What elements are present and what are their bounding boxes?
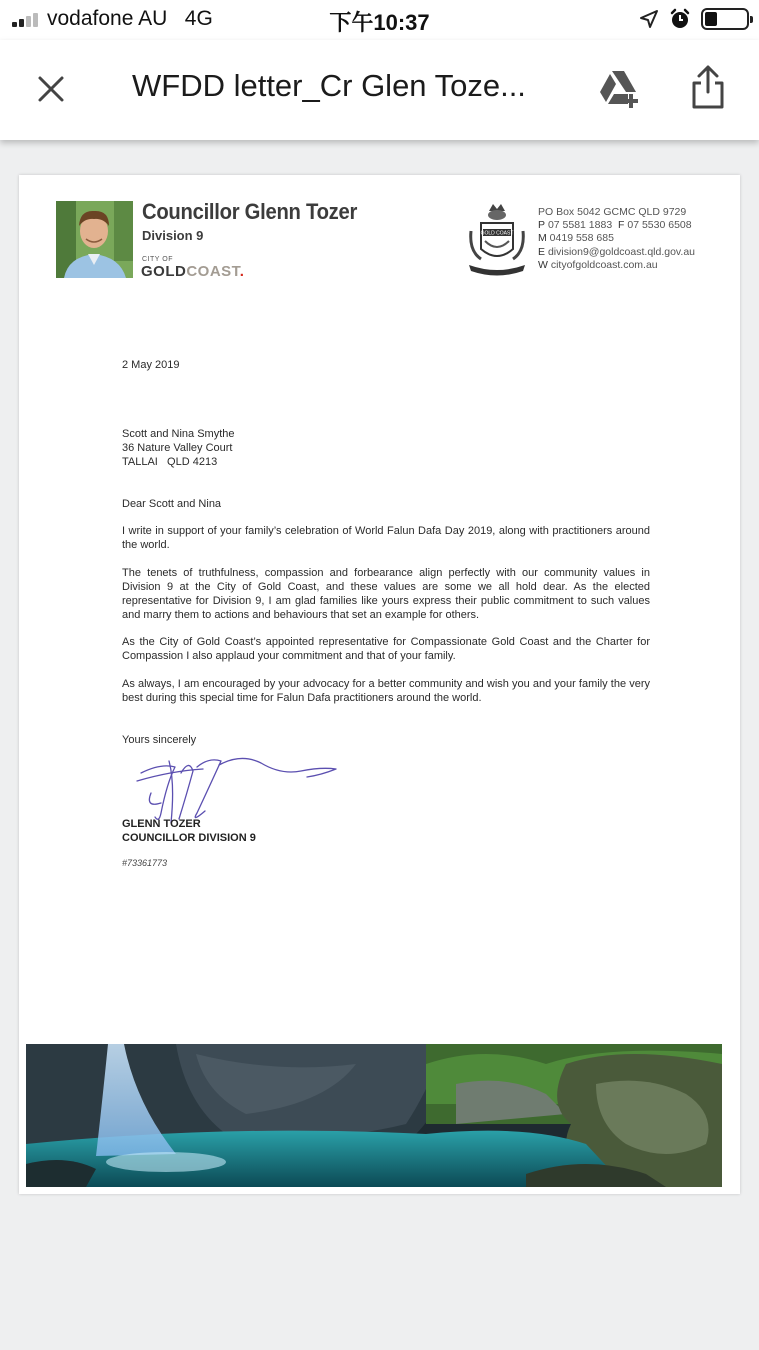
councillor-name: Councillor Glenn Tozer (142, 199, 358, 224)
salutation: Dear Scott and Nina (122, 498, 222, 510)
share-button[interactable] (688, 64, 728, 110)
city-of-label: CITY OF (142, 256, 173, 263)
email-address: division9@goldcoast.qld.gov.au (547, 245, 695, 258)
add-to-drive-button[interactable] (598, 68, 642, 108)
pdf-page[interactable] (19, 175, 740, 1194)
add-to-drive-icon (598, 68, 642, 108)
recipient-address: Scott and Nina Smythe 36 Nature Valley Court TALLAI QLD 4213 (122, 428, 235, 468)
mobile-number: 0419 558 685 (549, 232, 614, 245)
paragraph-4: As always, I am encouraged by your advocacy for a better community and wish you and your family the very best during this special time for Falun Dafa practitioners around the world. (122, 678, 650, 704)
signatory-title: COUNCILLOR DIVISION 9 (122, 832, 256, 844)
carrier-label: vodafone AU 4G (47, 7, 213, 30)
status-icons (639, 7, 749, 31)
status-bar (0, 0, 759, 40)
waterfall-banner-image (26, 1044, 722, 1187)
city-crest-icon (467, 201, 527, 279)
contact-block: PO Box 5042 GCMC QLD 9729 P 07 5581 1883 F 07 5530 6508 M 0419 558 685 E division9@goldcoast.qld.gov.au W cityofgoldcoast.com.au (538, 206, 695, 271)
alarm-clock-icon (669, 8, 691, 30)
gold-coast-logo: GOLDCOAST. (141, 263, 245, 280)
location-arrow-icon (639, 9, 659, 29)
paragraph-2: The tenets of truthfulness, compassion and forbearance align perfectly with our community values in Division 9 at the City of Gold Coast, and these values are some we all hold dear. As the elected representative for Division 9, I am glad families like yours express their public commitment to such values and marry them to actions and behaviours that set an example for others. (122, 567, 650, 621)
phone-number: 07 5581 1883 (547, 219, 613, 232)
battery-icon (701, 8, 749, 30)
crest-label: GOLD COAST (480, 230, 514, 237)
closing: Yours sincerely (122, 734, 197, 746)
paragraph-1: I write in support of your family’s celebration of World Falun Dafa Day 2019, along with practitioners around the world. (122, 525, 650, 551)
document-title: WFDD letter_Cr Glen Toze... (132, 68, 526, 103)
reference-number: #73361773 (122, 858, 168, 868)
close-icon (37, 75, 65, 103)
close-button[interactable] (30, 68, 72, 110)
signatory-block (122, 817, 256, 845)
councillor-photo (56, 201, 133, 278)
paragraph-3: As the City of Gold Coast’s appointed representative for Compassionate Gold Coast and the Charter for Compassion I also applaud your commitment and that of your family. (122, 636, 650, 662)
fax-number: 07 5530 6508 (627, 219, 692, 232)
division-label: Division 9 (142, 228, 204, 243)
share-icon (688, 64, 728, 110)
website: cityofgoldcoast.com.au (550, 258, 658, 271)
signatory-name: GLENN TOZER (122, 818, 201, 830)
letter-date: 2 May 2019 (122, 359, 180, 371)
viewer-toolbar (0, 40, 759, 140)
status-time: 下午10:37 (329, 10, 430, 35)
network-type: 4G (184, 7, 213, 30)
battery-level (705, 12, 717, 26)
po-box: PO Box 5042 GCMC QLD 9729 (538, 206, 687, 218)
